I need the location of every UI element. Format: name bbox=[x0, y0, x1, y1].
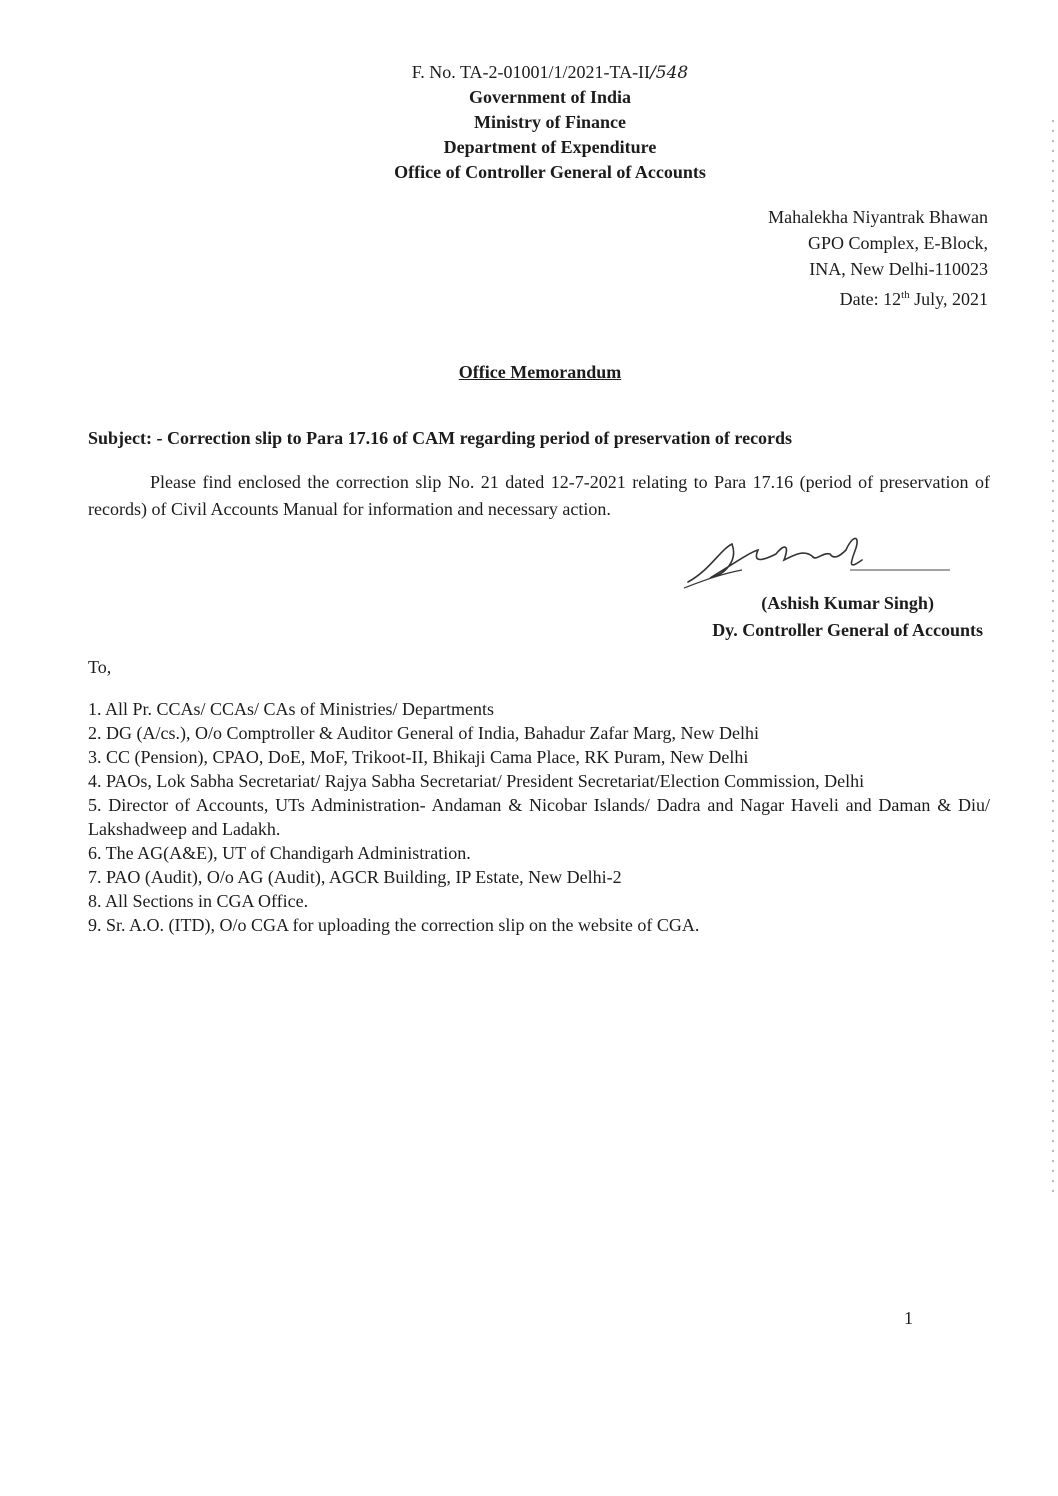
file-number-text: F. No. TA-2-01001/1/2021-TA-II bbox=[411, 62, 651, 82]
address-line-3: INA, New Delhi-110023 bbox=[809, 259, 988, 279]
page-number: 1 bbox=[904, 1308, 913, 1328]
address-line-1: Mahalekha Niyantrak Bhawan bbox=[768, 207, 988, 227]
memo-date bbox=[768, 282, 988, 312]
scan-edge-marks bbox=[1052, 120, 1054, 1200]
signatory-designation: Dy. Controller General of Accounts bbox=[712, 620, 983, 640]
list-item: 8. All Sections in CGA Office. bbox=[88, 891, 309, 911]
memo-body: Please find enclosed the correction slip No. 21 dated 12-7-2021 relating to Para 17.16 (period of preservation of records) of Civil Accounts Manual for information and necessary action. bbox=[88, 472, 990, 519]
file-number bbox=[300, 60, 800, 85]
list-item: 7. PAO (Audit), O/o AG (Audit), AGCR Building, IP Estate, New Delhi-2 bbox=[88, 867, 622, 887]
header-government: Government of India bbox=[469, 87, 631, 107]
list-item: 5. Director of Accounts, UTs Administration- Andaman & Nicobar Islands/ Dadra and Nagar Haveli and Daman & Diu/ Lakshadweep and Ladakh. bbox=[88, 795, 990, 839]
list-item: 4. PAOs, Lok Sabha Secretariat/ Rajya Sabha Secretariat/ President Secretariat/Election Commission, Delhi bbox=[88, 771, 865, 791]
to-label: To, bbox=[88, 657, 112, 677]
address-line-2: GPO Complex, E-Block, bbox=[808, 233, 988, 253]
list-item: 9. Sr. A.O. (ITD), O/o CGA for uploading the correction slip on the website of CGA. bbox=[88, 915, 700, 935]
letterhead bbox=[300, 60, 800, 185]
header-office: Office of Controller General of Accounts bbox=[394, 162, 706, 182]
file-number-handwritten: /548 bbox=[650, 63, 689, 83]
date-label: Date: bbox=[839, 289, 879, 309]
list-item: 3. CC (Pension), CPAO, DoE, MoF, Trikoot-II, Bhikaji Cama Place, RK Puram, New Delhi bbox=[88, 747, 749, 767]
list-item: 1. All Pr. CCAs/ CCAs/ CAs of Ministries/ Departments bbox=[88, 699, 495, 719]
memo-title: Office Memorandum bbox=[458, 362, 622, 382]
signatory-block bbox=[712, 590, 983, 644]
header-ministry: Ministry of Finance bbox=[474, 112, 626, 132]
office-address bbox=[768, 204, 988, 312]
date-rest: July, 2021 bbox=[914, 289, 988, 309]
signatory-name: (Ashish Kumar Singh) bbox=[761, 593, 934, 613]
date-suffix: th bbox=[901, 289, 910, 301]
memo-subject: Subject: - Correction slip to Para 17.16 of CAM regarding period of preservation of records bbox=[88, 428, 793, 448]
list-item: 6. The AG(A&E), UT of Chandigarh Administration. bbox=[88, 843, 471, 863]
header-department: Department of Expenditure bbox=[443, 137, 657, 157]
list-item: 2. DG (A/cs.), O/o Comptroller & Auditor General of India, Bahadur Zafar Marg, New Delhi bbox=[88, 723, 759, 743]
handwritten-signature bbox=[680, 530, 960, 590]
recipient-list bbox=[88, 697, 990, 937]
date-day: 12 bbox=[883, 289, 902, 309]
